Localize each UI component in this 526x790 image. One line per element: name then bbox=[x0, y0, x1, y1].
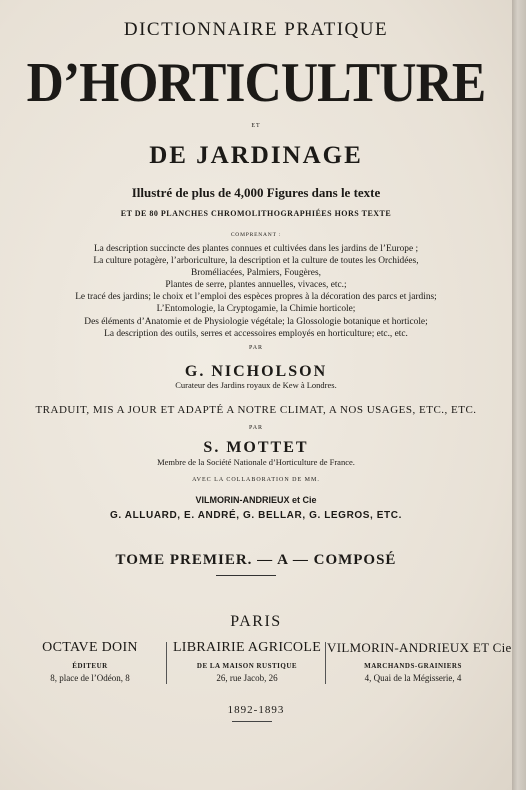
plates-note: ET DE 80 PLANCHES CHROMOLITHOGRAPHIÉES HORS TEXTE bbox=[120, 209, 392, 218]
volume-title: TOME PREMIER. — A — COMPOSÉ bbox=[115, 552, 397, 568]
collaboration-firm: VILMORIN-ANDRIEUX et Cie bbox=[195, 495, 317, 505]
publisher-name: OCTAVE DOIN bbox=[42, 640, 138, 655]
publisher-address: 26, rue Jacob, 26 bbox=[216, 673, 278, 683]
contents-line: La description des outils, serres et accessoires employés en horticulture; etc., etc. bbox=[104, 328, 408, 339]
publisher-vilmorin-andrieux bbox=[327, 640, 512, 683]
author-name: G. NICHOLSON bbox=[184, 363, 328, 380]
author-role: Curateur des Jardins royaux de Kew à Londres. bbox=[175, 380, 337, 390]
illustration-note: Illustré de plus de 4,000 Figures dans le texte bbox=[131, 185, 381, 200]
contents-line: L’Entomologie, la Cryptogamie, la Chimie horticole; bbox=[156, 304, 356, 315]
publisher-name: LIBRAIRIE AGRICOLE bbox=[172, 640, 322, 655]
title-line-jardinage: DE JARDINAGE bbox=[149, 142, 363, 169]
publisher-role: DE LA MAISON RUSTIQUE bbox=[196, 662, 298, 670]
contents-line: Broméliacées, Palmiers, Fougères, bbox=[191, 268, 321, 279]
publication-years: 1892-1893 bbox=[227, 704, 285, 716]
divider bbox=[232, 721, 272, 722]
publisher-separator bbox=[325, 642, 326, 684]
publisher-role: ÉDITEUR bbox=[72, 662, 108, 670]
publisher-address: 8, place de l’Odéon, 8 bbox=[50, 673, 130, 683]
contents-line: Des éléments d’Anatomie et de Physiologie végétale; la Glossologie botanique et horticole; bbox=[84, 316, 428, 327]
translator-name: S. MOTTET bbox=[203, 439, 309, 456]
main-title: D’HORTICULTURE bbox=[26, 52, 486, 114]
translator-role: Membre de la Société Nationale d’Horticulture de France. bbox=[157, 457, 355, 467]
contents-line: Le tracé des jardins; le choix et l’emploi des espèces propres à la décoration des parcs et jardins; bbox=[75, 292, 437, 303]
contents-line: La description succincte des plantes connues et cultivées dans les jardins de l’Europe ; bbox=[93, 244, 419, 254]
contents-line: La culture potagère, l’arboriculture, la description et la culture de toutes les Orchidées, bbox=[93, 256, 419, 267]
contents-line: Plantes de serre, plantes annuelles, vivaces, etc.; bbox=[165, 280, 347, 291]
contents-list bbox=[0, 243, 512, 340]
divider bbox=[216, 575, 276, 576]
translation-note: TRADUIT, MIS A JOUR ET ADAPTÉ A NOTRE CLIMAT, A NOS USAGES, ETC., ETC. bbox=[35, 404, 477, 416]
par-label-translator: PAR bbox=[248, 425, 264, 431]
publisher-role: MARCHANDS-GRAINIERS bbox=[364, 662, 462, 670]
publisher-librairie-agricole bbox=[168, 640, 326, 683]
comprenant-label: COMPRENANT : bbox=[230, 232, 282, 238]
title-line-dictionnaire: DICTIONNAIRE PRATIQUE bbox=[123, 19, 389, 40]
title-conjunction: ET bbox=[251, 123, 261, 129]
publisher-address: 4, Quai de la Mégisserie, 4 bbox=[364, 673, 462, 683]
publisher-octave-doin bbox=[26, 640, 154, 683]
publisher-separator bbox=[166, 642, 167, 684]
collaborator-names: G. ALLUARD, E. ANDRÉ, G. BELLAR, G. LEGROS, ETC. bbox=[110, 510, 402, 521]
par-label-author: PAR bbox=[248, 345, 264, 351]
city: PARIS bbox=[230, 613, 282, 630]
collaboration-label: AVEC LA COLLABORATION DE MM. bbox=[192, 477, 320, 483]
page-edge bbox=[512, 0, 526, 790]
publisher-name: VILMORIN-ANDRIEUX ET Cie bbox=[327, 640, 512, 655]
